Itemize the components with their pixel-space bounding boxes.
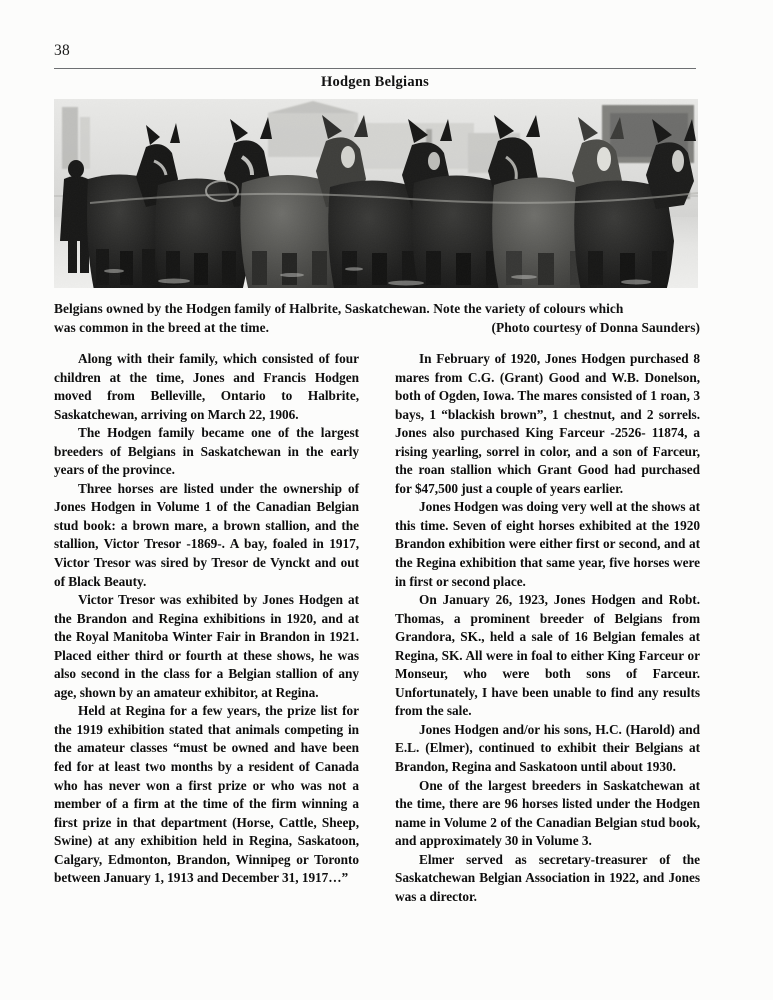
paragraph-prize-list-1919: Held at Regina for a few years, the prize list for the 1919 exhibition stated that animals competing in the amateur classes “must be owned and have been fed for at least two months by a resident of Canada who has never won a first prize or who was not a member of a firm at the time of the firm winning a first prize in that department (Horse, Cattle, Sheep, Swine) at any exhibition held in Regina, Saskatoon, Calgary, Edmonton, Brandon, Winnipeg or Toronto between January 1, 1913 and December 31, 1917…” — [54, 703, 359, 886]
paragraph-doing-very-well: Jones Hodgen was doing very well at the shows at this time. Seven of eight horses exhibited at the 1920 Brandon exhibition were either first or second, and at the Regina exhibition that same year, five horses were in first or second place. — [395, 499, 700, 589]
running-head-title: Hodgen Belgians — [320, 74, 430, 90]
paragraph-elmer-secretary: Elmer served as secretary-treasurer of the Saskatchewan Belgian Association in 1922, and Jones was a director. — [395, 851, 700, 904]
left-column — [54, 350, 359, 965]
paragraph-sons-exhibited: Jones Hodgen and/or his sons, H.C. (Harold) and E.L. (Elmer), continued to exhibit their Belgians at Brandon, Regina and Saskatoon until about 1930. — [395, 721, 700, 775]
paragraph-three-horses — [54, 480, 359, 591]
body-columns — [54, 350, 700, 965]
photo-credit: (Photo courtesy of Donna Saunders) — [491, 320, 700, 335]
caption-line-2-wrapper — [54, 318, 700, 337]
caption-line-2: was common in the breed at the time. — [54, 320, 270, 335]
paragraph-move-to-halbrite: Along with their family, which consisted of four children at the time, Jones and Francis Hodgen moved from Belleville, Ontario to Halbrite, Saskatchewan, arriving on March 22, 1906. — [54, 351, 359, 422]
paragraph-96-horses: One of the largest breeders in Saskatchewan at the time, there are 96 horses listed under the Hodgen name in Volume 2 of the Canadian Belgian stud book, and approximately 30 in Volume 3. — [395, 777, 700, 849]
three-horses-plain-text: Three horses are listed under the ownership of Jones Hodgen in Volume 1 of the Canadian Belgian stud book: a brown mare, a brown stallion, and the stallion, Victor Tresor -1869-. — [54, 480, 359, 552]
caption-line-1: Belgians owned by the Hodgen family of Halbrite, Saskatchewan. Note the variety of colours which — [54, 301, 624, 316]
right-column — [395, 350, 700, 965]
photograph-artwork — [54, 99, 698, 288]
three-horses-bold-text: A bay, foaled in 1917, Victor Tresor was sired by Tresor de Vynckt and out of Black Beauty. — [54, 536, 359, 589]
photo-caption — [54, 299, 700, 337]
paragraph-victor-tresor-exhibited: Victor Tresor was exhibited by Jones Hodgen at the Brandon and Regina exhibitions in 1920, and at the Royal Manitoba Winter Fair in Brandon in 1921. Placed either third or fourth at these shows, he was also second in the class for a Belgian stallion of any age, shown by an amateur exhibitor, at Regina. — [54, 592, 359, 700]
paragraph-february-1920-purchase: In February of 1920, Jones Hodgen purchased 8 mares from C.G. (Grant) Good and W.B. Donelson, both of Ogden, Iowa. The mares consisted of 1 roan, 3 bays, 1 “blackish brown”, 1 chestnut, and 2 sorrels. Jones also purchased King Farceur -2526- 11874, a rising yearling, sorrel in color, and a son of Farceur, the roan stallion which Grant Good had purchased for $47,500 just a couple of years earlier. — [395, 351, 700, 496]
header-divider — [54, 68, 696, 69]
page-number: 38 — [54, 42, 70, 59]
horses-photograph — [54, 99, 698, 288]
paragraph-largest-breeders: The Hodgen family became one of the largest breeders of Belgians in Saskatchewan in the early years of the province. — [54, 425, 359, 478]
paragraph-january-1923-sale: On January 26, 1923, Jones Hodgen and Robt. Thomas, a prominent breeder of Belgians from Grandora, SK., held a sale of 16 Belgian females at Regina, SK. All were in foal to either King Farceur or Monseur, who were both sons of Farceur. Unfortunately, I have been unable to find any results from the sale. — [395, 592, 700, 719]
